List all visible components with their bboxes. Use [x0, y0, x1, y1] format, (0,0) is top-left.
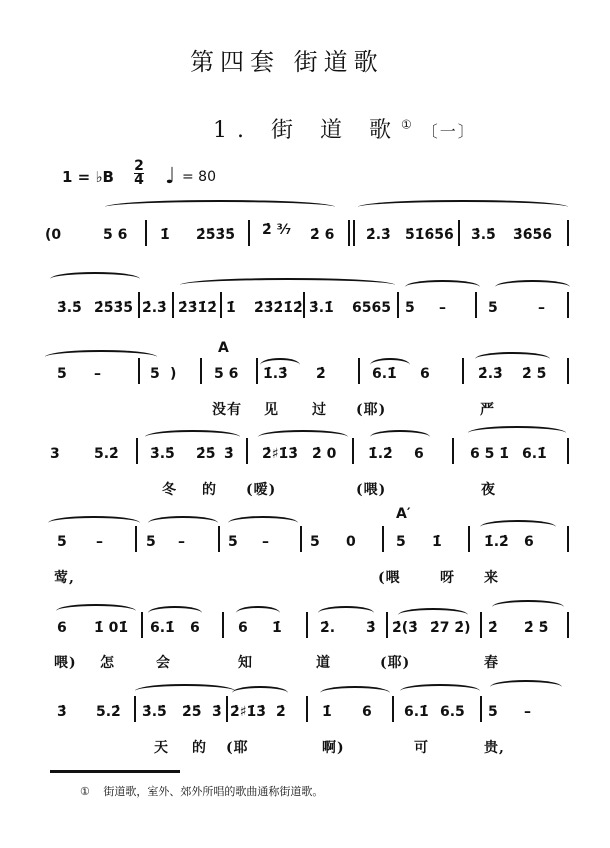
lyric: 可	[414, 740, 429, 756]
note: (0	[45, 227, 62, 243]
lyric: (嗳)	[246, 482, 277, 498]
barline	[468, 526, 470, 552]
note: 2̇	[276, 704, 286, 720]
rehearsal-mark-a-prime: A′	[396, 506, 411, 522]
slur	[48, 516, 140, 530]
barline	[138, 292, 140, 318]
lyric: (耶	[226, 740, 249, 756]
note: 5	[228, 534, 238, 550]
note: 3̇	[212, 704, 222, 720]
lyric: (耶)	[380, 655, 411, 671]
note: 2̇7 2̇)	[430, 620, 471, 636]
note: 2̇5̇	[196, 446, 216, 462]
slur	[45, 350, 157, 364]
note: 1̇.2̇	[368, 446, 393, 462]
slur	[490, 680, 562, 694]
note: 3̇.5̇	[471, 227, 496, 243]
note: )	[170, 366, 177, 382]
note: 1̇	[322, 704, 332, 720]
note: 6	[362, 704, 372, 720]
note: 3	[50, 446, 60, 462]
barline	[306, 612, 308, 638]
note: 2̇3̇2̇1̇2̇	[254, 300, 303, 316]
lyric: 严	[480, 402, 495, 418]
tempo-value: = 80	[182, 169, 216, 185]
barline	[136, 438, 138, 464]
lyric: 来	[484, 570, 499, 586]
slur	[468, 426, 566, 440]
barline	[300, 526, 302, 552]
barline	[348, 220, 350, 246]
note: 2̇5̇3̇5̇	[94, 300, 133, 316]
note: –	[262, 534, 269, 550]
lyric: 会	[156, 655, 171, 671]
footnote	[80, 783, 323, 799]
note: 2̇ 5̇	[522, 366, 547, 382]
barline	[567, 358, 569, 384]
note: 6.1̇	[150, 620, 175, 636]
slur	[318, 606, 374, 620]
barline	[480, 612, 482, 638]
note: 2̇(3̇	[392, 620, 418, 636]
lyric: (喂)	[356, 482, 387, 498]
barline	[567, 526, 569, 552]
note: 6	[420, 366, 430, 382]
barline	[567, 438, 569, 464]
slur	[370, 430, 430, 444]
barline	[218, 526, 220, 552]
slur	[50, 272, 140, 286]
note: 2̇ 0	[312, 446, 337, 462]
note: 6	[57, 620, 67, 636]
lyric: 啊)	[322, 740, 345, 756]
note: 0	[346, 534, 356, 550]
time-sig-bottom: 4	[134, 172, 144, 188]
barline	[462, 358, 464, 384]
song-title-text: 1. 街 道 歌	[213, 118, 401, 143]
barline	[226, 696, 228, 722]
note: 5̇1̇6̇5̇6̇	[405, 227, 454, 243]
barline	[382, 526, 384, 552]
note: 1̇.3̇	[263, 366, 288, 382]
note: 6	[238, 620, 248, 636]
lyric: 过	[312, 402, 327, 418]
note: 5	[396, 534, 406, 550]
note: 1̇	[226, 300, 236, 316]
lyric: 夜	[481, 482, 496, 498]
note: 3̇	[366, 620, 376, 636]
barline	[452, 438, 454, 464]
slur	[148, 516, 218, 530]
slur	[258, 430, 348, 444]
note: 2̇ 5̇	[524, 620, 549, 636]
note: 5 6	[103, 227, 128, 243]
note: 3̇.1̇	[309, 300, 334, 316]
barline	[352, 438, 354, 464]
slur	[236, 606, 280, 620]
slur	[56, 604, 136, 618]
note: 3̇	[57, 704, 67, 720]
note: 2̇ 6	[310, 227, 335, 243]
tempo-note-icon: ♩	[165, 164, 176, 189]
lyric: 冬	[162, 482, 177, 498]
lyric: (耶)	[356, 402, 387, 418]
lyric: (喂	[378, 570, 401, 586]
note: –	[178, 534, 185, 550]
note: 2̇3̇1̇2̇	[178, 300, 217, 316]
note: 5.2̇	[94, 446, 119, 462]
lyric: 见	[264, 402, 279, 418]
slur	[135, 684, 235, 698]
note: 1̇	[160, 227, 170, 243]
page-title: 第四套 街道歌	[190, 48, 384, 76]
slur	[480, 520, 556, 534]
note: 6565	[352, 300, 391, 316]
slur	[475, 352, 550, 366]
barline	[138, 358, 140, 384]
note: –	[524, 704, 531, 720]
barline	[567, 292, 569, 318]
note: 3̇.5̇	[142, 704, 167, 720]
note: 2̇.	[320, 620, 336, 636]
time-sig-top: 2	[134, 158, 144, 174]
note: 3̇.5̇	[150, 446, 175, 462]
lyric: 怎	[100, 655, 115, 671]
barline	[145, 220, 147, 246]
slur	[495, 280, 570, 294]
barline	[303, 292, 305, 318]
note: 3̇6̇5̇6̇	[513, 227, 552, 243]
note: 2̇♯1̇3̇	[230, 704, 266, 720]
note: 5	[488, 300, 498, 316]
barline	[386, 612, 388, 638]
note: –	[96, 534, 103, 550]
time-signature	[134, 160, 144, 187]
note: –	[538, 300, 545, 316]
note: 5.2̇	[96, 704, 121, 720]
barline	[246, 438, 248, 464]
barline	[397, 292, 399, 318]
barline	[567, 612, 569, 638]
barline	[141, 612, 143, 638]
slur	[105, 200, 335, 214]
barline	[135, 526, 137, 552]
lyric: 道	[316, 655, 331, 671]
footnote-divider	[50, 770, 180, 773]
note: 5 6	[214, 366, 239, 382]
slur	[358, 200, 568, 214]
note: 6.1̇	[522, 446, 547, 462]
note: 5	[405, 300, 415, 316]
barline	[567, 220, 569, 246]
barline	[172, 292, 174, 318]
barline	[248, 220, 250, 246]
slur	[400, 684, 480, 698]
note: 2̇.3̇	[366, 227, 391, 243]
note: 2̇	[488, 620, 498, 636]
lyric: 的	[202, 482, 217, 498]
barline	[256, 358, 258, 384]
note: 2̇ ³⁄₇	[262, 222, 292, 238]
note: 2̇5̇3̇5̇	[196, 227, 235, 243]
rehearsal-mark-a: A	[218, 340, 229, 356]
barline	[200, 358, 202, 384]
note: 3̇	[224, 446, 234, 462]
slur	[180, 278, 395, 292]
song-title	[213, 113, 476, 144]
note: 6.1̇	[372, 366, 397, 382]
barline	[220, 292, 222, 318]
note: 3̇.5̇	[57, 300, 82, 316]
note: 5	[488, 704, 498, 720]
note: 2̇.3̇	[478, 366, 503, 382]
footnote-mark: ①	[80, 785, 90, 798]
note: 2̇5̇	[182, 704, 202, 720]
note: 1̇ 01̇	[94, 620, 129, 636]
barline	[475, 292, 477, 318]
slur	[145, 430, 240, 444]
song-subtitle: 〔一〕	[421, 122, 476, 141]
barline	[306, 696, 308, 722]
note: 5	[57, 534, 67, 550]
note: 6	[524, 534, 534, 550]
note: 2̇	[316, 366, 326, 382]
slur	[405, 280, 480, 294]
note: 1̇	[432, 534, 442, 550]
lyric: 的	[192, 740, 207, 756]
barline	[392, 696, 394, 722]
note: 6.1̇	[404, 704, 429, 720]
key-signature: 1 = ♭B	[62, 168, 114, 186]
note: 5	[310, 534, 320, 550]
note: 6.5	[440, 704, 465, 720]
note: 1̇	[272, 620, 282, 636]
note: 5	[57, 366, 67, 382]
barline	[458, 220, 460, 246]
barline	[222, 612, 224, 638]
note: 2̇♯1̇3̇	[262, 446, 298, 462]
lyric: 春	[484, 655, 499, 671]
footnote-text: 街道歌，室外、郊外所唱的歌曲通称街道歌。	[103, 785, 324, 798]
note: 5	[146, 534, 156, 550]
barline	[134, 696, 136, 722]
barline	[480, 696, 482, 722]
slur	[232, 686, 288, 700]
note: 6	[414, 446, 424, 462]
barline	[353, 220, 355, 246]
note: 1̇.2̇	[484, 534, 509, 550]
lyric: 没有	[212, 402, 242, 418]
barline	[358, 358, 360, 384]
note: –	[94, 366, 101, 382]
lyric: 喂)	[54, 655, 77, 671]
lyric: 知	[238, 655, 253, 671]
slur	[148, 606, 202, 620]
lyric: 天	[154, 740, 169, 756]
note: 6	[190, 620, 200, 636]
slur	[492, 600, 564, 614]
slur	[228, 516, 298, 530]
footnote-ref: ①	[400, 117, 422, 132]
note: 5	[150, 366, 160, 382]
note: 6 5 1̇	[470, 446, 509, 462]
lyric: 莺,	[54, 570, 75, 586]
slur	[320, 686, 390, 700]
note: 2̇.3̇	[142, 300, 167, 316]
lyric: 呀	[440, 570, 455, 586]
note: –	[439, 300, 446, 316]
lyric: 贵,	[484, 740, 505, 756]
